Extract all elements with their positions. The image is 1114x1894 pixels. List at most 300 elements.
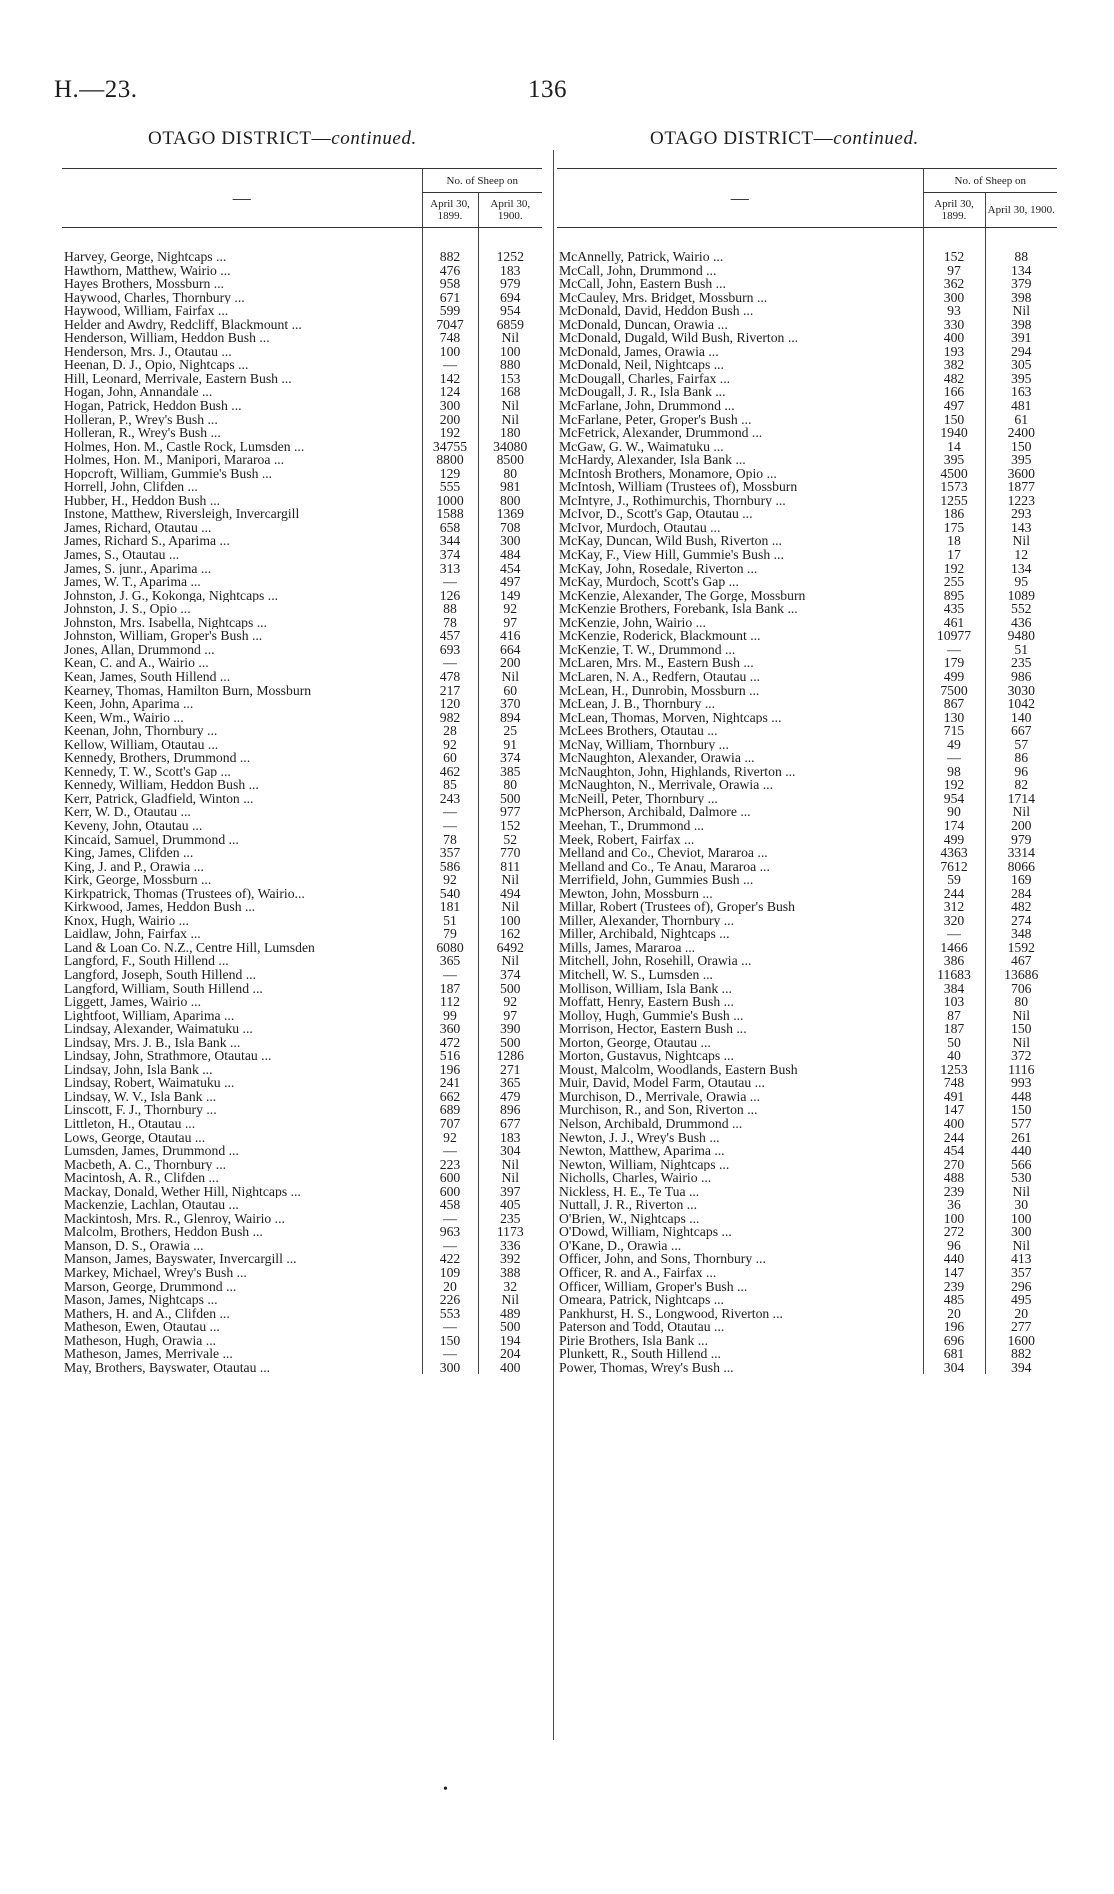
sheep-1899-cell: 18: [923, 534, 985, 548]
sheep-1899-cell: 435: [923, 602, 985, 616]
sheep-1900-cell: 370: [478, 697, 542, 711]
owner-name-cell: Officer, William, Groper's Bush ...: [559, 1279, 748, 1294]
table-row: [557, 900, 1057, 914]
owner-name-cell: Mitchell, John, Rosehill, Orawia ...: [559, 954, 752, 968]
sheep-1899-cell: 982: [422, 711, 478, 725]
sheep-1899-cell: 142: [422, 372, 478, 386]
sheep-1899-cell: 97: [923, 264, 985, 278]
owner-name-cell: Holleran, R., Wrey's Bush ...: [64, 426, 221, 440]
sheep-1900-cell: 479: [478, 1090, 542, 1104]
table-row: [557, 914, 1057, 928]
sheep-1900-cell: 482: [985, 900, 1057, 914]
owner-name-cell: McKenzie Brothers, Forebank, Isla Bank ...: [559, 602, 798, 616]
sheep-1899-cell: 186: [923, 507, 985, 521]
sheep-1899-cell: 300: [422, 399, 478, 413]
sheep-1900-cell: 500: [478, 982, 542, 996]
owner-name-cell: McIvor, Murdoch, Otautau ...: [559, 520, 721, 535]
sheep-1900-cell: 97: [478, 1009, 542, 1023]
owner-name-cell: Omeara, Patrick, Nightcaps ...: [559, 1293, 724, 1307]
table-row: [62, 1334, 542, 1348]
owner-name-cell: Hayes Brothers, Mossburn ...: [64, 277, 225, 291]
owner-name-cell: McKay, John, Rosedale, Riverton ...: [559, 561, 758, 576]
owner-name-cell: Kincaid, Samuel, Drummond ...: [64, 832, 239, 847]
year-1900-header: April 30, 1900.: [478, 193, 542, 228]
sheep-1900-cell: 467: [985, 954, 1057, 968]
table-row: [62, 1022, 542, 1036]
owner-name-cell: Molloy, Hugh, Gummie's Bush ...: [559, 1008, 744, 1023]
sheep-1899-cell: 40: [923, 1049, 985, 1063]
sheep-1899-cell: 300: [923, 291, 985, 305]
owner-name-cell: Marson, George, Drummond ...: [64, 1279, 237, 1294]
sheep-1899-cell: 130: [923, 711, 985, 725]
sheep-1899-cell: 599: [422, 304, 478, 318]
sheep-1899-cell: 1588: [422, 507, 478, 521]
sheep-1899-cell: 239: [923, 1185, 985, 1199]
table-row: [557, 670, 1057, 684]
sheep-1899-cell: 362: [923, 277, 985, 291]
sheep-1900-cell: 454: [478, 562, 542, 576]
sheep-1899-cell: 152: [923, 250, 985, 264]
sheep-1899-cell: —: [422, 1347, 478, 1361]
owner-name-cell: McLean, J. B., Thornbury ...: [559, 697, 715, 711]
sheep-1900-cell: 52: [478, 833, 542, 847]
sheep-1899-cell: 103: [923, 995, 985, 1009]
owner-name-cell: Holmes, Hon. M., Castle Rock, Lumsden ...: [64, 439, 305, 454]
sheep-1899-cell: 59: [923, 873, 985, 887]
table-row: [62, 548, 542, 562]
table-row: [557, 575, 1057, 589]
sheep-1899-cell: 357: [422, 846, 478, 860]
title-italic: continued.: [833, 128, 919, 149]
sheep-1899-cell: 223: [422, 1158, 478, 1172]
sheep-1899-cell: 457: [422, 629, 478, 643]
table-row: [557, 1090, 1057, 1104]
owner-name-cell: Lows, George, Otautau ...: [64, 1130, 206, 1145]
table-row: [62, 345, 542, 359]
left-sheep-table: [62, 168, 542, 1374]
sheep-1899-cell: 384: [923, 982, 985, 996]
sheep-1899-cell: 693: [422, 643, 478, 657]
sheep-1899-cell: 92: [422, 873, 478, 887]
owner-name-cell: Laidlaw, John, Fairfax ...: [64, 927, 201, 941]
sheep-1900-cell: Nil: [985, 1185, 1057, 1199]
table-row: [557, 724, 1057, 738]
owner-name-cell: Kerr, Patrick, Gladfield, Winton ...: [64, 791, 254, 806]
sheep-1900-cell: 82: [985, 778, 1057, 792]
sheep-1900-cell: 392: [478, 1252, 542, 1266]
sheep-1900-cell: 365: [478, 1076, 542, 1090]
owner-name-cell: McGaw, G. W., Waimatuku ...: [559, 439, 724, 454]
sheep-1900-cell: 300: [478, 534, 542, 548]
owner-name-cell: O'Kane, D., Orawia ...: [559, 1238, 682, 1253]
title-main: OTAGO DISTRICT—: [650, 128, 834, 149]
sheep-1900-cell: 92: [478, 995, 542, 1009]
sheep-1899-cell: 175: [923, 521, 985, 535]
owner-name-cell: Meek, Robert, Fairfax ...: [559, 832, 695, 847]
sheep-1899-cell: 270: [923, 1158, 985, 1172]
owner-name-cell: McKay, Murdoch, Scott's Gap ...: [559, 575, 739, 589]
sheep-1899-cell: —: [422, 575, 478, 589]
owner-name-cell: King, J. and P., Orawia ...: [64, 859, 204, 874]
table-row: [557, 778, 1057, 792]
sheep-1899-cell: 79: [422, 927, 478, 941]
sheep-1900-cell: 13686: [985, 968, 1057, 982]
sheep-1899-cell: 4363: [923, 846, 985, 860]
owner-name-cell: Johnston, J. S., Opio ...: [64, 602, 191, 616]
owner-name-cell: Lindsay, Alexander, Waimatuku ...: [64, 1022, 253, 1036]
owner-name-cell: Matheson, James, Merrivale ...: [64, 1347, 233, 1361]
owner-name-cell: McIntyre, J., Rothimurchis, Thornbury ...: [559, 493, 786, 508]
table-row: [557, 1144, 1057, 1158]
owner-name-cell: Markey, Michael, Wrey's Bush ...: [64, 1266, 247, 1280]
table-row: [62, 697, 542, 711]
table-row: [62, 1280, 542, 1294]
owner-name-cell: McIntosh, William (Trustees of), Mossburn: [559, 480, 798, 494]
table-row: [62, 399, 542, 413]
sheep-1900-cell: 706: [985, 982, 1057, 996]
sheep-group-header: No. of Sheep on: [422, 169, 542, 193]
owner-name-cell: Officer, R. and A., Fairfax ...: [559, 1266, 717, 1280]
sheep-1900-cell: 30: [985, 1198, 1057, 1212]
sheep-1899-cell: 243: [422, 792, 478, 806]
owner-name-cell: Macbeth, A. C., Thornbury ...: [64, 1157, 227, 1172]
table-row: [557, 1307, 1057, 1321]
table-row: [62, 1225, 542, 1239]
sheep-1900-cell: 100: [985, 1212, 1057, 1226]
table-row: [62, 1158, 542, 1172]
right-column-title: [650, 128, 919, 150]
owner-name-cell: Mills, James, Mararoa ...: [559, 940, 696, 955]
sheep-1900-cell: 494: [478, 887, 542, 901]
table-row: [62, 1103, 542, 1117]
table-row: [557, 1347, 1057, 1361]
sheep-1900-cell: 977: [478, 805, 542, 819]
sheep-1900-cell: Nil: [985, 1009, 1057, 1023]
owner-name-cell: Morrison, Hector, Eastern Bush ...: [559, 1022, 747, 1036]
table-row: [62, 534, 542, 548]
sheep-1900-cell: 91: [478, 738, 542, 752]
owner-name-cell: Holleran, P., Wrey's Bush ...: [64, 412, 218, 427]
sheep-1899-cell: 14: [923, 440, 985, 454]
table-row: [62, 507, 542, 521]
sheep-1900-cell: 80: [478, 778, 542, 792]
sheep-1899-cell: —: [422, 1239, 478, 1253]
owner-name-cell: McFarlane, John, Drummond ...: [559, 399, 735, 413]
sheep-1899-cell: 112: [422, 995, 478, 1009]
sheep-1900-cell: 1592: [985, 941, 1057, 955]
sheep-1899-cell: 92: [422, 738, 478, 752]
owner-name-cell: Lindsay, W. V., Isla Bank ...: [64, 1089, 217, 1104]
sheep-1900-cell: 694: [478, 291, 542, 305]
sheep-1900-cell: 398: [985, 318, 1057, 332]
table-row: [557, 656, 1057, 670]
table-row: [557, 1171, 1057, 1185]
sheep-1900-cell: 163: [985, 385, 1057, 399]
sheep-1899-cell: 895: [923, 589, 985, 603]
sheep-1900-cell: 274: [985, 914, 1057, 928]
sheep-1899-cell: 300: [422, 1361, 478, 1375]
sheep-1899-cell: 120: [422, 697, 478, 711]
owner-name-cell: Harvey, George, Nightcaps ...: [64, 250, 227, 264]
sheep-1899-cell: 193: [923, 345, 985, 359]
sheep-1899-cell: 272: [923, 1225, 985, 1239]
table-row: [62, 670, 542, 684]
sheep-1899-cell: 689: [422, 1103, 478, 1117]
sheep-1900-cell: 92: [478, 602, 542, 616]
sheep-1900-cell: 100: [478, 345, 542, 359]
table-row: [62, 819, 542, 833]
owner-name-cell: McCall, John, Eastern Bush ...: [559, 277, 726, 291]
sheep-1899-cell: 1573: [923, 480, 985, 494]
owner-name-cell: Keen, John, Aparima ...: [64, 697, 194, 711]
owner-name-cell: Kennedy, William, Heddon Bush ...: [64, 778, 259, 792]
owner-name-cell: McDonald, Duncan, Orawia ...: [559, 317, 728, 332]
table-row: [557, 1239, 1057, 1253]
sheep-1900-cell: 954: [478, 304, 542, 318]
table-row: [62, 1090, 542, 1104]
owner-name-cell: Kirkwood, James, Heddon Bush ...: [64, 900, 256, 914]
owner-name-cell: Liggett, James, Wairio ...: [64, 995, 202, 1009]
table-row: [557, 616, 1057, 630]
owner-name-cell: Nelson, Archibald, Drummond ...: [559, 1117, 743, 1131]
table-row: [62, 833, 542, 847]
sheep-1899-cell: 600: [422, 1185, 478, 1199]
sheep-1900-cell: 183: [478, 264, 542, 278]
table-row: [62, 304, 542, 318]
owner-name-cell: McFarlane, Peter, Groper's Bush ...: [559, 412, 752, 427]
sheep-1900-cell: 566: [985, 1158, 1057, 1172]
sheep-1900-cell: 1042: [985, 697, 1057, 711]
owner-name-cell: Kirkpatrick, Thomas (Trustees of), Wairio...: [64, 886, 305, 901]
owner-name-cell: Holmes, Hon. M., Manipori, Mararoa ...: [64, 453, 285, 467]
table-row: [62, 385, 542, 399]
owner-name-cell: Miller, Alexander, Thornbury ...: [559, 913, 735, 928]
sheep-1900-cell: 1116: [985, 1063, 1057, 1077]
owner-name-cell: Hogan, John, Annandale ...: [64, 385, 213, 400]
sheep-1899-cell: 99: [422, 1009, 478, 1023]
table-row: [62, 453, 542, 467]
sheep-1899-cell: 600: [422, 1171, 478, 1185]
owner-name-cell: Matheson, Hugh, Orawia ...: [64, 1333, 217, 1348]
table-row: [62, 738, 542, 752]
table-row: [557, 372, 1057, 386]
owner-name-cell: Mewton, John, Mossburn ...: [559, 886, 713, 901]
owner-name-cell: McLaren, Mrs. M., Eastern Bush ...: [559, 656, 754, 670]
table-row: [62, 900, 542, 914]
sheep-1899-cell: 150: [923, 413, 985, 427]
owner-name-cell: Kennedy, T. W., Scott's Gap ...: [64, 764, 231, 779]
sheep-1899-cell: 6080: [422, 941, 478, 955]
table-row: [62, 1266, 542, 1280]
table-row: [557, 697, 1057, 711]
table-row: [557, 453, 1057, 467]
sheep-1899-cell: —: [422, 968, 478, 982]
sheep-1899-cell: 499: [923, 833, 985, 847]
owner-name-cell: McFetrick, Alexander, Drummond ...: [559, 426, 763, 440]
table-row: [62, 1036, 542, 1050]
sheep-1900-cell: 481: [985, 399, 1057, 413]
sheep-1900-cell: 8066: [985, 860, 1057, 874]
sheep-1900-cell: 96: [985, 765, 1057, 779]
sheep-1900-cell: 379: [985, 277, 1057, 291]
sheep-1900-cell: 180: [478, 426, 542, 440]
table-row: [62, 1076, 542, 1090]
owner-name-cell: Keenan, John, Thornbury ...: [64, 724, 218, 738]
table-row: [62, 1239, 542, 1253]
table-row: [557, 1117, 1057, 1131]
sheep-1900-cell: 391: [985, 331, 1057, 345]
table-row: [557, 860, 1057, 874]
sheep-1899-cell: 147: [923, 1266, 985, 1280]
sheep-1900-cell: 304: [478, 1144, 542, 1158]
sheep-1900-cell: 336: [478, 1239, 542, 1253]
table-row: [557, 1185, 1057, 1199]
sheep-1899-cell: 192: [422, 426, 478, 440]
sheep-1899-cell: 472: [422, 1036, 478, 1050]
table-row: [62, 1144, 542, 1158]
sheep-1899-cell: 422: [422, 1252, 478, 1266]
sheep-1900-cell: 500: [478, 792, 542, 806]
table-row: [62, 372, 542, 386]
sheep-1900-cell: 484: [478, 548, 542, 562]
sheep-1899-cell: 244: [923, 1131, 985, 1145]
table-row: [557, 1049, 1057, 1063]
owner-name-cell: McLees Brothers, Otautau ...: [559, 724, 718, 738]
sheep-1899-cell: 482: [923, 372, 985, 386]
sheep-1900-cell: 388: [478, 1266, 542, 1280]
sheep-1899-cell: 374: [422, 548, 478, 562]
sheep-1900-cell: 986: [985, 670, 1057, 684]
owner-name-cell: McNaughton, Alexander, Orawia ...: [559, 751, 755, 765]
sheep-1900-cell: 448: [985, 1090, 1057, 1104]
owner-name-cell: Lightfoot, William, Aparima ...: [64, 1008, 235, 1023]
table-row: [62, 358, 542, 372]
sheep-1899-cell: 124: [422, 385, 478, 399]
table-row: [557, 399, 1057, 413]
owner-name-cell: Hopcroft, William, Gummie's Bush ...: [64, 466, 273, 481]
table-row: [62, 684, 542, 698]
sheep-1899-cell: —: [923, 643, 985, 657]
table-row: [557, 1063, 1057, 1077]
sheep-1899-cell: 255: [923, 575, 985, 589]
table-row: [62, 1063, 542, 1077]
table-row: [557, 331, 1057, 345]
owner-name-cell: Kennedy, Brothers, Drummond ...: [64, 751, 251, 765]
sheep-1900-cell: Nil: [478, 900, 542, 914]
sheep-1899-cell: 28: [422, 724, 478, 738]
sheep-1900-cell: 800: [478, 494, 542, 508]
table-row: [62, 1320, 542, 1334]
sheep-1899-cell: 748: [422, 331, 478, 345]
owner-name-cell: McDougall, Charles, Fairfax ...: [559, 371, 731, 386]
sheep-1900-cell: 882: [985, 1347, 1057, 1361]
sheep-1899-cell: 7500: [923, 684, 985, 698]
sheep-1899-cell: 7047: [422, 318, 478, 332]
sheep-1900-cell: 235: [478, 1212, 542, 1226]
sheep-1899-cell: 226: [422, 1293, 478, 1307]
sheep-1900-cell: 80: [985, 995, 1057, 1009]
sheep-1899-cell: 1255: [923, 494, 985, 508]
owner-name-cell: Muir, David, Model Farm, Otautau ...: [559, 1076, 765, 1090]
sheep-1900-cell: 811: [478, 860, 542, 874]
owner-name-cell: McNaughton, N., Merrivale, Orawia ...: [559, 778, 773, 792]
owner-name-cell: Moffatt, Henry, Eastern Bush ...: [559, 995, 734, 1009]
table-row: [62, 792, 542, 806]
owner-name-cell: Melland and Co., Cheviot, Mararoa ...: [559, 846, 768, 860]
sheep-1900-cell: Nil: [478, 331, 542, 345]
table-row: [62, 711, 542, 725]
sheep-1899-cell: 20: [923, 1307, 985, 1321]
table-row: [62, 426, 542, 440]
owner-name-cell: Newton, J. J., Wrey's Bush ...: [559, 1130, 720, 1145]
sheep-1899-cell: 458: [422, 1198, 478, 1212]
owner-name-cell: Kellow, William, Otautau ...: [64, 737, 219, 752]
sheep-1900-cell: 200: [985, 819, 1057, 833]
table-row: [557, 548, 1057, 562]
table-row: [62, 914, 542, 928]
table-row: [62, 954, 542, 968]
owner-name-cell: Langford, Joseph, South Hillend ...: [64, 967, 256, 982]
sheep-1900-cell: Nil: [478, 413, 542, 427]
sheep-1900-cell: 134: [985, 264, 1057, 278]
sheep-1900-cell: 305: [985, 358, 1057, 372]
owner-name-cell: Johnston, Mrs. Isabella, Nightcaps ...: [64, 615, 268, 630]
sheep-1900-cell: 1714: [985, 792, 1057, 806]
table-row: [557, 738, 1057, 752]
left-column-title: [148, 128, 417, 150]
sheep-1900-cell: 97: [478, 616, 542, 630]
sheep-1900-cell: 284: [985, 887, 1057, 901]
sheep-1899-cell: 696: [923, 1334, 985, 1348]
owner-name-cell: Instone, Matthew, Riversleigh, Invercargill: [64, 507, 300, 521]
table-row: [557, 1320, 1057, 1334]
sheep-1899-cell: 98: [923, 765, 985, 779]
table-row: [557, 440, 1057, 454]
sheep-1900-cell: Nil: [478, 873, 542, 887]
left-table-body: [62, 228, 542, 1375]
sheep-1900-cell: 413: [985, 1252, 1057, 1266]
sheep-1899-cell: 11683: [923, 968, 985, 982]
table-row: [557, 358, 1057, 372]
sheep-1900-cell: 395: [985, 453, 1057, 467]
sheep-1900-cell: 664: [478, 643, 542, 657]
sheep-1900-cell: Nil: [478, 954, 542, 968]
table-row: [62, 941, 542, 955]
owner-name-cell: Kean, C. and A., Wairio ...: [64, 656, 209, 670]
owner-name-cell: May, Brothers, Bayswater, Otautau ...: [64, 1360, 271, 1375]
owner-name-cell: Power, Thomas, Wrey's Bush ...: [559, 1360, 734, 1375]
owner-name-cell: Merrifield, John, Gummies Bush ...: [559, 873, 754, 887]
sheep-1899-cell: 4500: [923, 467, 985, 481]
sheep-1899-cell: 20: [422, 1280, 478, 1294]
sheep-1899-cell: 109: [422, 1266, 478, 1280]
sheep-1900-cell: 495: [985, 1293, 1057, 1307]
owner-name-cell: Meehan, T., Drummond ...: [559, 818, 705, 833]
sheep-1899-cell: 963: [422, 1225, 478, 1239]
sheep-1900-cell: 390: [478, 1022, 542, 1036]
table-row: [62, 1185, 542, 1199]
sheep-1900-cell: 204: [478, 1347, 542, 1361]
owner-name-cell: Lumsden, James, Drummond ...: [64, 1144, 239, 1158]
table-row: [557, 318, 1057, 332]
table-row: [557, 1225, 1057, 1239]
owner-name-cell: McDonald, Dugald, Wild Bush, Riverton ...: [559, 331, 799, 345]
owner-name-cell: Keen, Wm., Wairio ...: [64, 710, 184, 725]
table-row: [557, 995, 1057, 1009]
owner-name-cell: McKay, F., View Hill, Gummie's Bush ...: [559, 548, 784, 562]
sheep-1899-cell: 85: [422, 778, 478, 792]
owner-name-cell: Murchison, R., and Son, Riverton ...: [559, 1103, 758, 1117]
